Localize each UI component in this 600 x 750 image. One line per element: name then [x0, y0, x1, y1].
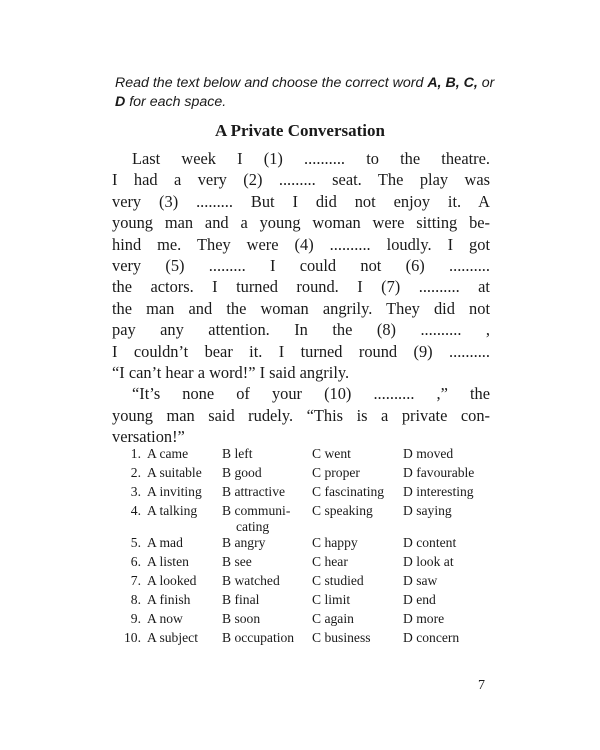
option-b: B good	[222, 465, 262, 480]
option-a: A now	[147, 611, 183, 626]
item-number: 9.	[130, 611, 141, 626]
answer-options-table	[112, 446, 493, 649]
option-c: C happy	[312, 535, 358, 550]
instruction-letters-abc: A, B, C,	[427, 75, 478, 91]
instruction-text-2: or	[477, 75, 495, 91]
page-number: 7	[478, 678, 485, 693]
item-number: 3.	[130, 484, 141, 499]
passage-line: the actors. I turned round. I (7) .......... at	[112, 277, 490, 297]
option-row	[112, 554, 493, 573]
option-row	[112, 630, 493, 649]
item-number: 6.	[130, 554, 141, 569]
option-a: A inviting	[147, 484, 202, 499]
option-b: B final	[222, 592, 260, 607]
item-number: 1.	[130, 446, 141, 461]
option-b: B watched	[222, 573, 280, 588]
option-row	[112, 535, 493, 554]
instruction-text-1: Read the text below and choose the correct word	[115, 75, 428, 91]
option-b-line-1: B communi-	[222, 503, 291, 518]
passage-line: Last week I (1) .......... to the theatre.	[132, 149, 490, 168]
option-d: D saying	[403, 503, 452, 518]
option-row	[112, 465, 493, 484]
option-c: C business	[312, 630, 371, 645]
option-c: C limit	[312, 592, 351, 607]
passage-line: young man and a young woman were sitting be-	[112, 213, 490, 233]
option-a: A suitable	[147, 465, 202, 480]
passage-line: very (3) ......... But I did not enjoy it. A	[112, 191, 490, 211]
option-a: A finish	[147, 592, 191, 607]
option-b: B soon	[222, 611, 261, 626]
option-row	[112, 611, 493, 630]
option-b-line-2: cating	[236, 519, 270, 534]
option-a: A came	[147, 446, 189, 461]
item-number: 2.	[130, 465, 141, 480]
option-c: C hear	[312, 554, 348, 569]
option-c: C went	[312, 446, 351, 461]
passage-line: “It’s none of your (10) .......... ,” the	[132, 384, 490, 404]
option-c: C proper	[312, 465, 360, 480]
option-d: D concern	[403, 630, 460, 645]
story-passage	[112, 148, 490, 448]
option-d: D more	[403, 611, 445, 626]
option-d: D content	[403, 535, 457, 550]
paragraph-1	[112, 148, 490, 383]
option-b: B attractive	[222, 484, 286, 499]
option-d: D interesting	[403, 484, 474, 499]
passage-line: pay any attention. In the (8) .......... ,	[112, 320, 490, 340]
option-a: A listen	[147, 554, 189, 569]
item-number: 7.	[130, 573, 141, 588]
option-b: B occupation	[222, 630, 295, 645]
passage-line: young man said rudely. “This is a private con-	[112, 405, 490, 425]
passage-line: I had a very (2) ......... seat. The play was	[112, 170, 490, 190]
instructions	[115, 74, 505, 112]
option-row	[112, 503, 493, 535]
item-number: 5.	[130, 535, 141, 550]
option-a: A mad	[147, 535, 183, 550]
story-title: A Private Conversation	[215, 121, 385, 140]
passage-line: “I can’t hear a word!” I said angrily.	[112, 363, 350, 383]
passage-line: hind me. They were (4) .......... loudly. I got	[112, 234, 490, 254]
instruction-text-3: for each space.	[125, 94, 227, 110]
item-number: 10.	[124, 630, 141, 645]
option-b	[222, 503, 312, 535]
passage-line: very (5) ......... I could not (6) ..........	[112, 256, 490, 276]
paragraph-2	[112, 383, 490, 447]
option-a: A subject	[147, 630, 198, 645]
option-d: D end	[403, 592, 436, 607]
option-c: C again	[312, 611, 354, 626]
passage-line: versation!”	[112, 427, 185, 447]
instruction-letter-d: D	[115, 94, 126, 110]
option-row	[112, 592, 493, 611]
option-row	[112, 484, 493, 503]
option-c: C fascinating	[312, 484, 385, 499]
option-c: C speaking	[312, 503, 373, 518]
option-d: D moved	[403, 446, 454, 461]
option-d: D saw	[403, 573, 438, 588]
option-d: D look at	[403, 554, 454, 569]
passage-line: I couldn’t bear it. I turned round (9) ..........	[112, 341, 490, 361]
option-d: D favourable	[403, 465, 475, 480]
option-b: B angry	[222, 535, 266, 550]
passage-line: the man and the woman angrily. They did not	[112, 298, 490, 318]
option-row	[112, 446, 493, 465]
item-number: 8.	[130, 592, 141, 607]
option-a: A looked	[147, 573, 197, 588]
option-row	[112, 573, 493, 592]
option-c: C studied	[312, 573, 364, 588]
option-b: B left	[222, 446, 253, 461]
option-a: A talking	[147, 503, 198, 518]
option-b: B see	[222, 554, 252, 569]
item-number: 4.	[130, 503, 141, 518]
